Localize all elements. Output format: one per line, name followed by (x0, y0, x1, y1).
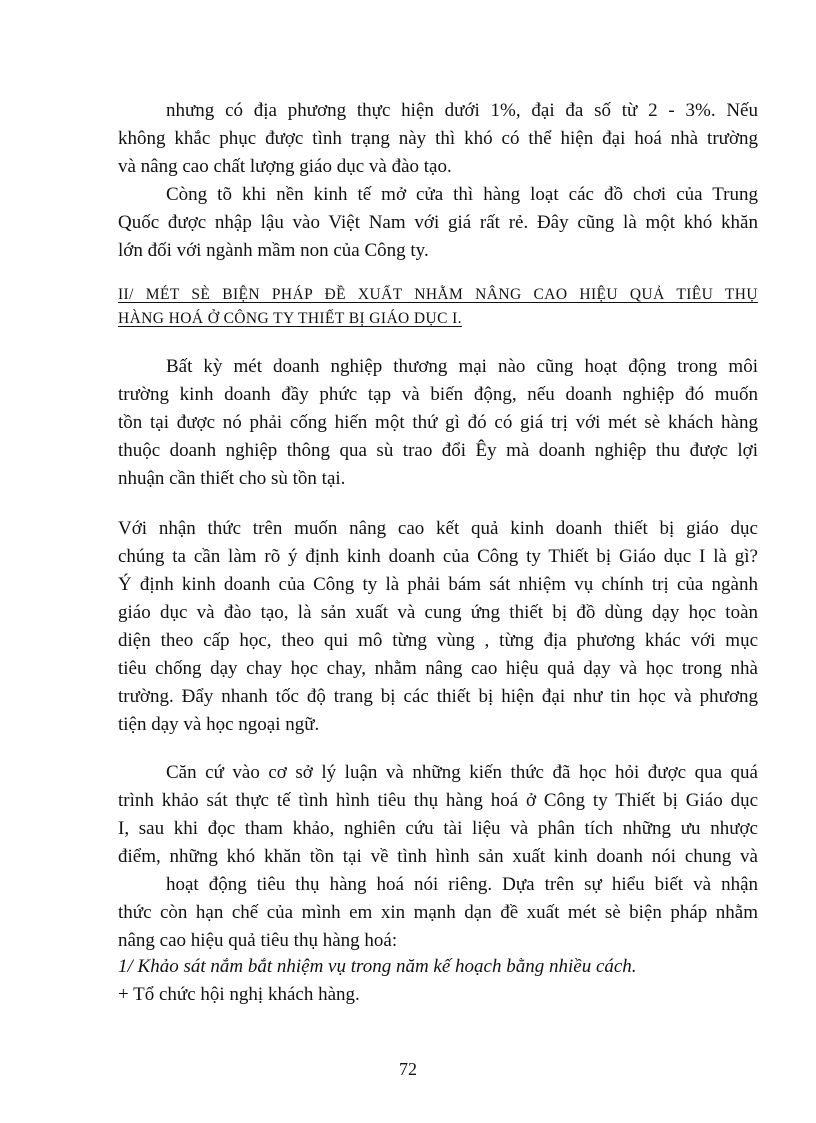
para4-line-6: tiêu chống dạy chay học chay, nhằm nâng cao hiệu quả dạy và học trong nhà (118, 658, 758, 679)
para2-line-1: Còng tõ khi nền kinh tế mở cửa thì hàng loạt các đồ chơi của Trung (166, 184, 758, 205)
para5-line-3: I, sau khi đọc tham khảo, nghiên cứu tài liệu và phân tích những ưu nhược (118, 818, 758, 839)
para4-line-8: tiện dạy và học ngoại ngữ. (118, 714, 320, 735)
para2-line-2: Quốc được nhập lậu vào Việt Nam với giá rất rẻ. Đây cũng là một khó khăn (118, 212, 758, 233)
para4-line-2: chúng ta cần làm rõ ý định kinh doanh của Công ty Thiết bị Giáo dục I là gì? (118, 546, 758, 567)
section-heading-line-2: HÀNG HOÁ Ở CÔNG TY THIẾT BỊ GIÁO DỤC I. (118, 310, 462, 327)
para2-line-3: lớn đối với ngành mầm non của Công ty. (118, 240, 429, 261)
para5-line-1: Căn cứ vào cơ sở lý luận và những kiến thức đã học hỏi được qua quá (166, 762, 758, 783)
para5-line-5: hoạt động tiêu thụ hàng hoá nói riêng. Dựa trên sự hiểu biết và nhận (166, 874, 758, 895)
para1-line-3: và nâng cao chất lượng giáo dục và đào tạo. (118, 156, 452, 177)
para3-line-3: tồn tại được nó phải cống hiến một thứ gì đó có giá trị với mét sè khách hàng (118, 412, 758, 433)
para1-line-1: nhưng có địa phương thực hiện dưới 1%, đại đa số từ 2 - 3%. Nếu (166, 100, 758, 121)
para1-line-2: không khắc phục được tình trạng này thì khó có thể hiện đại hoá nhà trường (118, 128, 758, 149)
page-number: 72 (399, 1059, 417, 1079)
para5-line-6: thức còn hạn chế của mình em xin mạnh dạn đề xuất mét sè biện pháp nhằm (118, 902, 758, 923)
para5-line-7: nâng cao hiệu quả tiêu thụ hàng hoá: (118, 930, 398, 951)
para3-line-2: trường kinh doanh đầy phức tạp và biến động, nếu doanh nghiệp đó muốn (118, 384, 758, 405)
para4-line-1: Với nhận thức trên muốn nâng cao kết quả kinh doanh thiết bị giáo dục (118, 518, 758, 539)
para4-line-7: trường. Đẩy nhanh tốc độ trang bị các thiết bị hiện đại như tin học và phương (118, 686, 758, 707)
para4-line-5: diện theo cấp học, theo qui mô từng vùng , từng địa phương khác với mục (118, 630, 758, 651)
section-heading-line-1: II/ MÉT SÈ BIỆN PHÁP ĐỀ XUẤT NHẰM NÂNG CAO HIỆU QUẢ TIÊU THỤ (118, 286, 758, 303)
bullet-item-1: + Tổ chức hội nghị khách hàng. (118, 984, 360, 1005)
subheading-1: 1/ Khảo sát nắm bắt nhiệm vụ trong năm kế hoạch bằng nhiều cách. (118, 956, 637, 977)
para4-line-4: giáo dục và đào tạo, là sản xuất và cung ứng thiết bị đồ dùng dạy học toàn (118, 602, 758, 623)
para3-line-5: nhuận cần thiết cho sù tồn tại. (118, 468, 346, 489)
para3-line-4: thuộc doanh nghiệp thông qua sù trao đổi Êy mà doanh nghiệp thu được lợi (118, 440, 758, 461)
para5-line-4: điểm, những khó khăn tồn tại về tình hình sản xuất kinh doanh nói chung và (118, 846, 758, 867)
para5-line-2: trình khảo sát thực tế tình hình tiêu thụ hàng hoá ở Công ty Thiết bị Giáo dục (118, 790, 758, 811)
para4-line-3: Ý định kinh doanh của Công ty là phải bám sát nhiệm vụ chính trị của ngành (118, 574, 758, 595)
para3-line-1: Bất kỳ mét doanh nghiệp thương mại nào cũng hoạt động trong môi (166, 356, 758, 377)
